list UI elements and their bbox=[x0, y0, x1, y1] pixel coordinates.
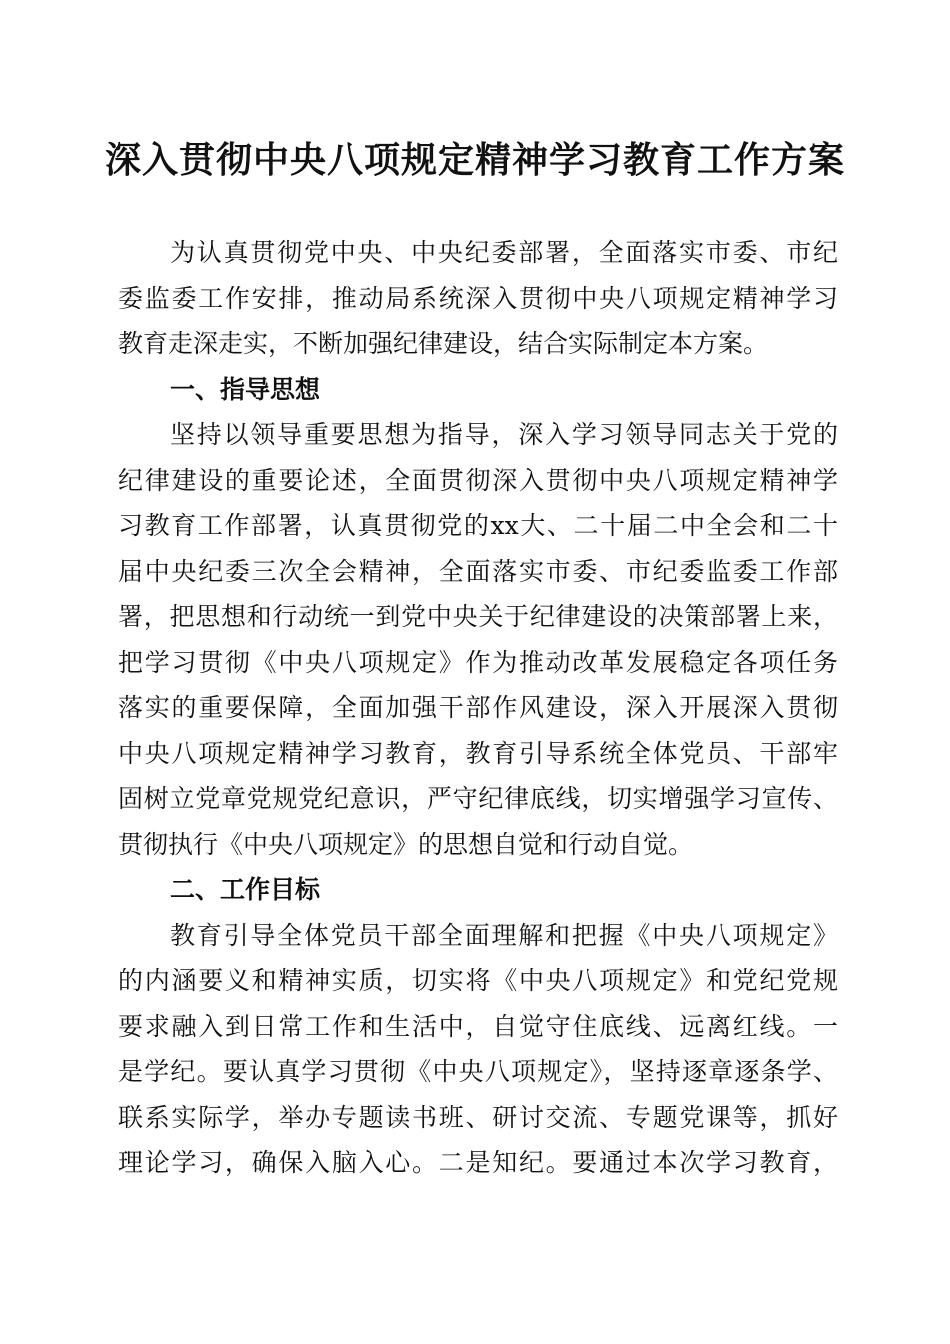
document-title: 深入贯彻中央八项规定精神学习教育工作方案 bbox=[104, 139, 845, 181]
paragraph-line: 要求融入到日常工作和生活中，自觉守住底线、远离红线。一 bbox=[118, 1011, 838, 1041]
paragraph-line: 届中央纪委三次全会精神，全面落实市委、市纪委监委工作部 bbox=[118, 556, 838, 586]
paragraph-line: 为认真贯彻党中央、中央纪委部署，全面落实市委、市纪 bbox=[170, 238, 838, 267]
paragraph-line: 贯彻执行《中央八项规定》的思想自觉和行动自觉。 bbox=[118, 829, 694, 859]
paragraph-line: 固树立党章党规党纪意识，严守纪律底线，切实增强学习宣传、 bbox=[118, 784, 838, 813]
paragraph-line: 的内涵要义和精神实质，切实将《中央八项规定》和党纪党规 bbox=[118, 966, 838, 995]
paragraph-line: 教育引导全体党员干部全面理解和把握《中央八项规定》 bbox=[170, 920, 838, 950]
paragraph-line: 落实的重要保障，全面加强干部作风建设，深入开展深入贯彻 bbox=[118, 693, 838, 722]
paragraph-line: 是学纪。要认真学习贯彻《中央八项规定》，坚持逐章逐条学、 bbox=[118, 1057, 838, 1086]
paragraph-line: 把学习贯彻《中央八项规定》作为推动改革发展稳定各项任务 bbox=[118, 647, 838, 677]
paragraph-line: 理论学习，确保入脑入心。二是知纪。要通过本次学习教育， bbox=[118, 1148, 838, 1177]
paragraph-line: 联系实际学，举办专题读书班、研讨交流、专题党课等，抓好 bbox=[118, 1102, 838, 1132]
document-body bbox=[118, 230, 838, 1186]
paragraph-line: 习教育工作部署，认真贯彻党的xx大、二十届二中全会和二十 bbox=[118, 511, 838, 540]
paragraph-line: 教育走深走实，不断加强纪律建设，结合实际制定本方案。 bbox=[118, 329, 769, 358]
paragraph-line: 纪律建设的重要论述，全面贯彻深入贯彻中央八项规定精神学 bbox=[118, 465, 838, 495]
paragraph-line: 坚持以领导重要思想为指导，深入学习领导同志关于党的 bbox=[170, 420, 838, 449]
paragraph-line: 署，把思想和行动统一到党中央关于纪律建设的决策部署上来， bbox=[118, 602, 838, 631]
paragraph-line: 中央八项规定精神学习教育，教育引导系统全体党员、干部牢 bbox=[118, 738, 838, 768]
section-heading: 一、指导思想 bbox=[170, 374, 321, 404]
section-heading: 二、工作目标 bbox=[170, 875, 321, 904]
paragraph-line: 委监委工作安排，推动局系统深入贯彻中央八项规定精神学习 bbox=[118, 283, 838, 313]
